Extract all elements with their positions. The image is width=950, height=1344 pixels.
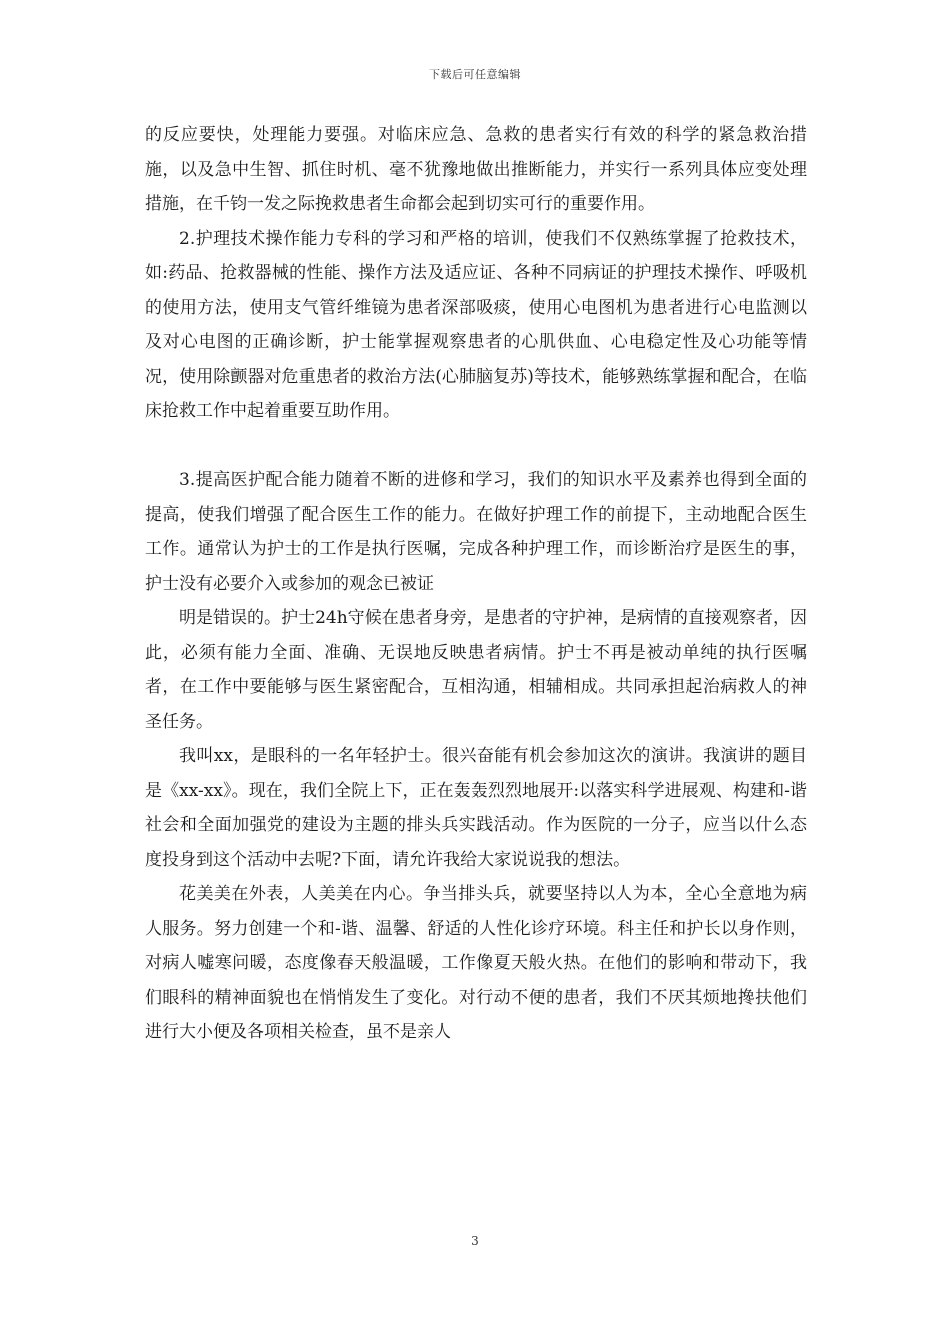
paragraph-speech-intro: 我叫xx，是眼科的一名年轻护士。很兴奋能有机会参加这次的演讲。我演讲的题目是《xx-xx》。现在，我们全院上下，正在轰轰烈烈地展开:以落实科学进展观、构建和-谐社会和全面加强党的建设为主题的排头兵实践活动。作为医院的一分子，应当以什么态度投身到这个活动中去呢?下面，请允许我给大家说说我的想法。 [145,746,807,870]
paragraph-doctor-cooperation: 3.提高医护配合能力随着不断的进修和学习，我们的知识水平及素养也得到全面的提高，使我们增强了配合医生工作的能力。在做好护理工作的前提下，主动地配合医生工作。通常认为护士的工作是执行医嘱，完成各种护理工作，而诊断治疗是医生的事，护士没有必要介入或参加的观念已被证 [145,470,807,594]
page-number: 3 [471,1234,479,1248]
paragraph-nursing-skills: 2.护理技术操作能力专科的学习和严格的培训，使我们不仅熟练掌握了抢救技术，如:药品、抢救器械的性能、操作方法及适应证、各种不同病证的护理技术操作、呼吸机的使用方法，使用支气管纤维镜为患者深部吸痰，使用心电图机为患者进行心电监测以及对心电图的正确诊断，护士能掌握观察患者的心肌供血、心电稳定性及心功能等情况，使用除颤器对危重患者的救治方法(心肺脑复苏)等技术，能够熟练掌握和配合，在临床抢救工作中起着重要互助作用。 [145,228,807,421]
paragraph-nurse-role: 明是错误的。护士24h守候在患者身旁，是患者的守护神，是病情的直接观察者，因此，必须有能力全面、准确、无误地反映患者病情。护士不再是被动单纯的执行医嘱者，在工作中要能够与医生紧密配合，互相沟通，相辅相成。共同承担起治病救人的神圣任务。 [145,608,807,732]
document-body [145,118,807,1050]
paragraph-service-attitude: 花美美在外表，人美美在内心。争当排头兵，就要坚持以人为本，全心全意地为病人服务。努力创建一个和-谐、温馨、舒适的人性化诊疗环境。科主任和护长以身作则，对病人嘘寒问暖，态度像春天般温暖，工作像夏天般火热。在他们的影响和带动下，我们眼科的精神面貌也在悄悄发生了变化。对行动不便的患者，我们不厌其烦地搀扶他们进行大小便及各项相关检查，虽不是亲人 [145,884,807,1042]
page-header: 下载后可任意编辑 [429,68,521,81]
paragraph-emergency-response: 的反应要快，处理能力要强。对临床应急、急救的患者实行有效的科学的紧急救治措施，以及急中生智、抓住时机、毫不犹豫地做出推断能力，并实行一系列具体应变处理措施，在千钧一发之际挽救患者生命都会起到切实可行的重要作用。 [145,125,807,214]
